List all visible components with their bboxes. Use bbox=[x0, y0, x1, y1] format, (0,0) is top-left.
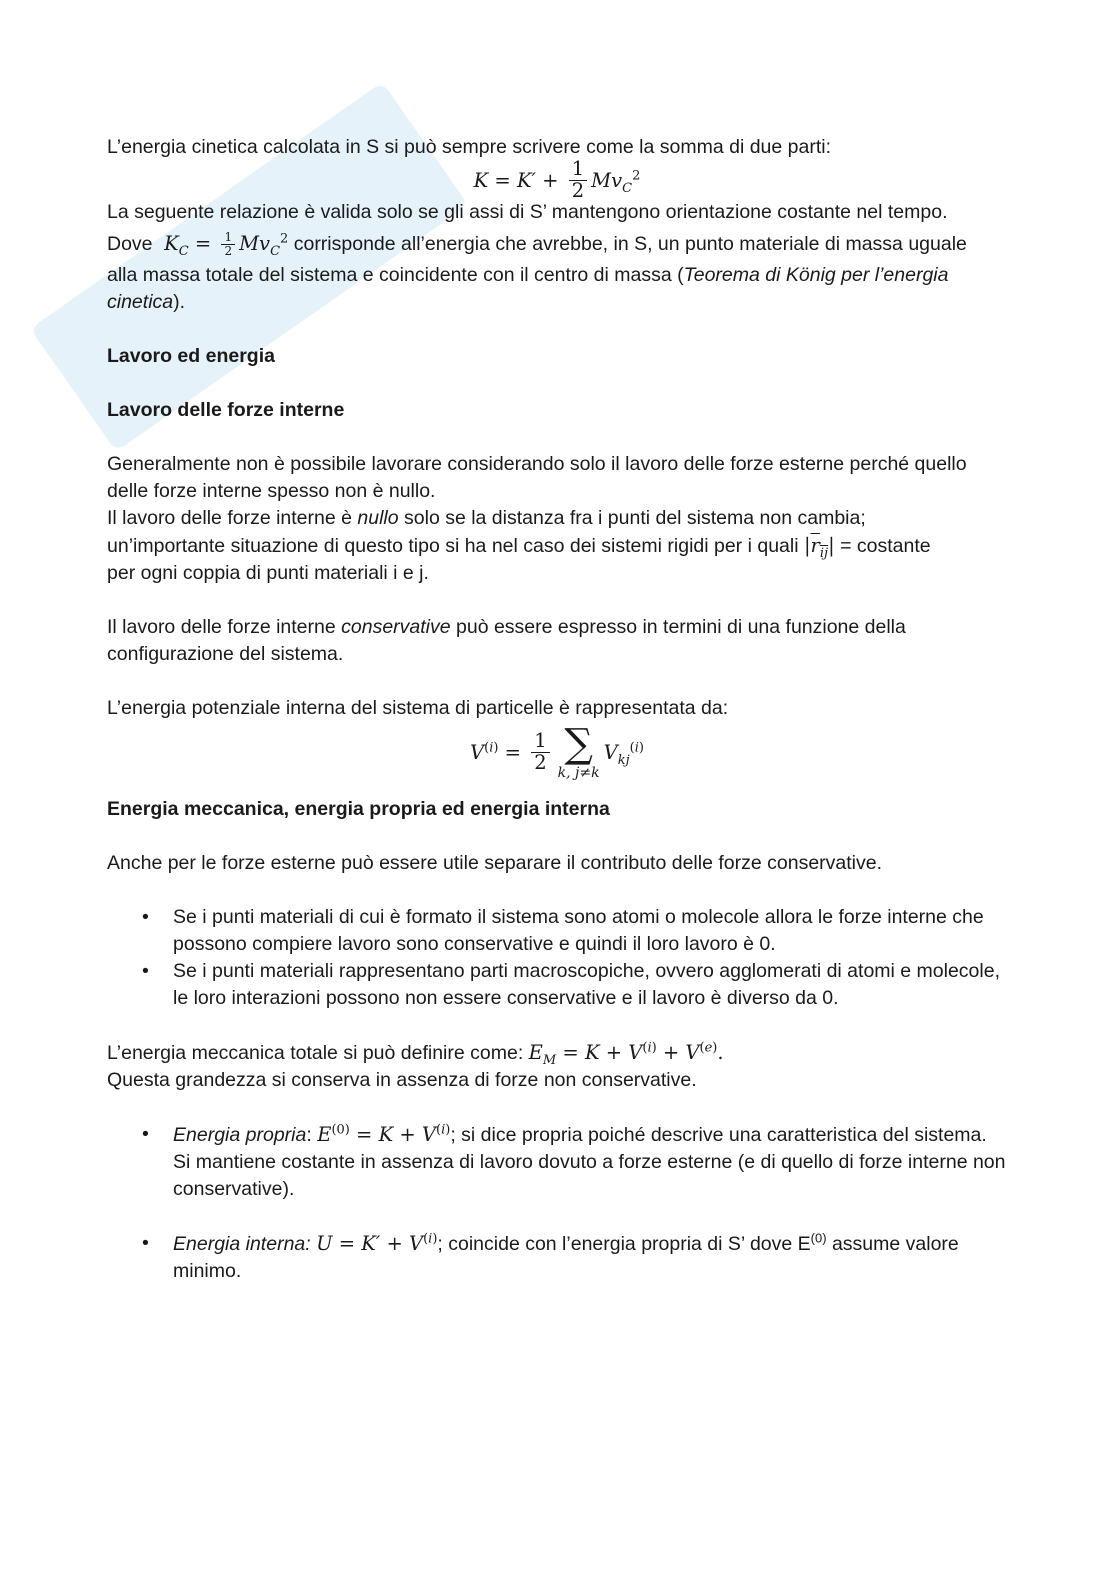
inline-math-rij: $|r_{ij}|$ bbox=[803, 534, 835, 561]
equation-internal-potential: $V^{(i)}$ = $\frac{1}{2}$ ∑ k, j≠k $V_{kj}^{(i)}$ bbox=[470, 721, 644, 781]
paragraph-conservation: Questa grandezza si conserva in assenza di forze non conservative. bbox=[107, 1069, 697, 1091]
fraction-one-half: $\frac{1}{2}$ bbox=[569, 159, 587, 201]
paragraph-rigid-systems: un’importante situazione di questo tipo si ha nel caso dei sistemi rigidi per i quali $|r_{ij}|$ = costante bbox=[107, 534, 931, 561]
list-item-energia-propria: • Energia propria: $E^{(0)} = K + V^{(i)}$; si dice propria poiché descrive una caratteristica del sistema. Si mantiene costante in assenza di lavoro dovuto a forze esterne (e di quello di forze interne non conservative). bbox=[142, 1122, 1006, 1200]
equation-kinetic-energy: K = K′ + $\frac{1}{2}$ $Mv_C^2$ bbox=[473, 157, 641, 202]
document-content bbox=[107, 134, 1007, 1285]
bullet-list-energy-types bbox=[107, 1121, 1007, 1203]
paragraph-pairs: per ogni coppia di punti materiali i e j. bbox=[107, 562, 429, 584]
bullet-list-energy-internal bbox=[107, 1230, 1007, 1285]
paragraph-kc-definition: Dove $K_C$ = $\frac{1}{2}$ $Mv_C^2$ corrisponde all’energia che avrebbe, in S, un punto materiale di massa uguale bbox=[107, 230, 967, 259]
heading-lavoro-forze-interne: Lavoro delle forze interne bbox=[107, 399, 345, 421]
list-item: • Se i punti materiali rappresentano parti macroscopiche, ovvero agglomerati di atomi e molecole, le loro interazioni possono non essere conservative e il lavoro è diverso da 0. bbox=[142, 960, 1000, 1009]
paragraph-internal-work: Generalmente non è possibile lavorare considerando solo il lavoro delle forze esterne perché quello delle forze interne spesso non è nullo. bbox=[107, 453, 967, 502]
summation: ∑ k, j≠k bbox=[557, 721, 600, 781]
paragraph-external-forces: Anche per le forze esterne può essere utile separare il contributo delle forze conservative. bbox=[107, 852, 883, 874]
inline-math-interna: $U = K' + V^{(i)}$ bbox=[316, 1231, 438, 1255]
paragraph-konig: alla massa totale del sistema e coincidente con il centro di massa (Teorema di König per l’energia cinetica). bbox=[107, 264, 949, 313]
list-item-energia-interna: • Energia interna: $U = K' + V^{(i)}$; coincide con l’energia propria di S’ dove $E^{(0)}$ assume valore minimo. bbox=[142, 1230, 959, 1282]
heading-lavoro-energia: Lavoro ed energia bbox=[107, 345, 275, 367]
paragraph-null-work: Il lavoro delle forze interne è nullo solo se la distanza fra i punti del sistema non cambia; bbox=[107, 507, 866, 529]
paragraph-conservative-work: Il lavoro delle forze interne conservative può essere espresso in termini di una funzione della configurazione del sistema. bbox=[107, 616, 906, 665]
paragraph-relation-validity: La seguente relazione è valida solo se gli assi di S’ mantengono orientazione costante nel tempo. bbox=[107, 201, 948, 223]
paragraph-potential-energy: L’energia potenziale interna del sistema di particelle è rappresentata da: bbox=[107, 697, 729, 719]
heading-energia-meccanica: Energia meccanica, energia propria ed energia interna bbox=[107, 798, 610, 820]
inline-math-em: $E_M = K + V^{(i)} + V^{(e)}$. bbox=[528, 1040, 724, 1068]
inline-math-kc: $K_C$ = $\frac{1}{2}$ $Mv_C^2$ bbox=[157, 230, 289, 259]
bullet-list-forces bbox=[107, 904, 1007, 1012]
paragraph-mechanical-energy: L’energia meccanica totale si può definire come: $E_M = K + V^{(i)} + V^{(e)}$. bbox=[107, 1040, 724, 1068]
paragraph-kinetic-intro: L’energia cinetica calcolata in S si può sempre scrivere come la somma di due parti: bbox=[107, 136, 832, 158]
konig-theorem: Teorema di König per l’energia cinetica bbox=[107, 264, 949, 313]
inline-math-propria: $E^{(0)} = K + V^{(i)}$ bbox=[317, 1122, 451, 1146]
list-item: • Se i punti materiali di cui è formato il sistema sono atomi o molecole allora le forze interne che possono compiere lavoro sono conservative e quindi il loro lavoro è 0. bbox=[142, 906, 984, 955]
